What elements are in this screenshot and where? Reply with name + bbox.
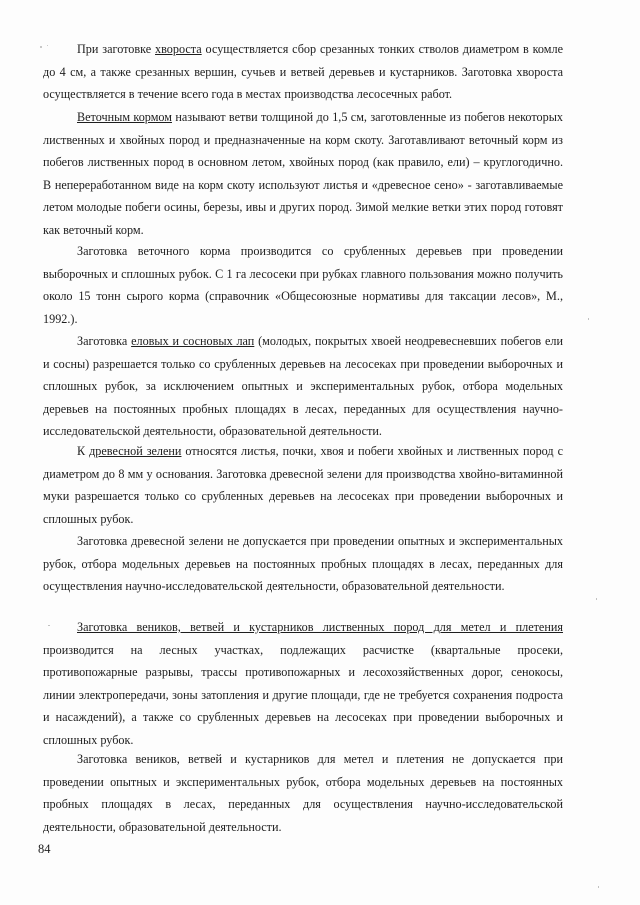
paragraph-text: Заготовка древесной зелени не допускается при проведении опытных и экспериментальных рубок, отбора модельных деревьев на постоянных пробных площадях в лесах, переданных для осуществления научно-исследовательской деятельности, образовательной деятельности. bbox=[43, 534, 563, 594]
paragraph-text: относятся листья, почки, хвоя и побеги хвойных и лиственных пород с диаметром до 8 мм у основания. Заготовка древесной зелени для производства хвойно-витаминной муки разрешается только со срубленных деревьев на лесосеках при проведении выборочных и сплошных рубок. bbox=[43, 444, 563, 526]
paragraph-wood-greenery-ban bbox=[43, 530, 563, 598]
scan-speck bbox=[47, 45, 48, 46]
paragraph-twig-feed-harvest bbox=[43, 240, 563, 330]
paragraph-brooms-ban bbox=[43, 748, 563, 838]
term-brushwood: хвороста bbox=[155, 42, 202, 56]
paragraph-text: осуществляется сбор срезанных тонких стволов диаметром в комле до 4 см, а также срезанных вершин, сучьев и ветвей деревьев и кустарников. Заготовка хвороста осуществляется в течение всего года в местах производства лесосечных работ. bbox=[43, 42, 563, 102]
paragraph-text: К bbox=[77, 444, 90, 458]
scan-speck bbox=[588, 318, 589, 320]
paragraph-text: Заготовка веников, ветвей и кустарников для метел и плетения не допускается при проведении опытных и экспериментальных рубок, отбора модельных деревьев на постоянных пробных площадях в лесах, переданных для осуществления научно-исследовательской деятельности, образовательной деятельности. bbox=[43, 752, 563, 834]
paragraph-text: называют ветви толщиной до 1,5 см, заготовленные из побегов некоторых лиственных и хвойных пород и предназначенные на корм скоту. Заготавливают веточный корм из побегов лиственных пород в основном летом, хвойных пород (как правило, ели) – круглогодично. В непереработанном виде на корм скоту используют листья и «древесное сено» - заготавливаемые летом молодые побеги осины, березы, ивы и других пород. Зимой мелкие ветки этих пород готовят как веточный корм. bbox=[43, 110, 563, 237]
scan-speck bbox=[596, 598, 597, 600]
paragraph-brushwood bbox=[43, 38, 563, 106]
paragraph-text: При заготовке bbox=[77, 42, 156, 56]
paragraph-text: Заготовка веточного корма производится со срубленных деревьев при проведении выборочных и сплошных рубок. С 1 га лесосеки при рубках главного пользования можно получить около 15 тонн сырого корма (справочник «Общесоюзные нормативы для таксации лесов», М., 1992.). bbox=[43, 244, 563, 326]
term-spruce-pine-branches: еловых и сосновых лап bbox=[131, 334, 255, 348]
scan-speck bbox=[598, 886, 599, 888]
page-number: 84 bbox=[38, 842, 51, 856]
paragraph-text: производится на лесных участках, подлежащих расчистке (квартальные просеки, противопожарные разрывы, трассы противопожарных и лесохозяйственных дорог, сенокосы, линии электропередачи, зоны затопления и другие площади, где не требуется сохранения подроста и насаждений), а также со срубленных деревьев на лесосеках при проведении выборочных и сплошных рубок. bbox=[43, 642, 563, 747]
term-brooms: Заготовка веников, ветвей и кустарников лиственных пород для метел и плетения bbox=[77, 620, 563, 634]
paragraph-brooms bbox=[43, 616, 563, 752]
paragraph-text: Заготовка bbox=[77, 334, 132, 348]
paragraph-wood-greenery bbox=[43, 440, 563, 530]
scan-speck bbox=[48, 625, 50, 626]
paragraph-text: (молодых, покрытых хвоей неодревесневших побегов ели и сосны) разрешается только со срубленных деревьев на лесосеках при проведении выборочных и сплошных рубок, за исключением опытных и экспериментальных рубок, отбора модельных деревьев на постоянных пробных площадях в лесах, переданных для осуществления научно-исследовательской деятельности, образовательной деятельности. bbox=[43, 334, 563, 439]
paragraph-twig-feed bbox=[43, 106, 563, 242]
term-twig-feed: Веточным кормом bbox=[77, 110, 172, 124]
scan-speck bbox=[40, 46, 42, 48]
paragraph-spruce-pine-branches bbox=[43, 330, 563, 443]
term-wood-greenery: древесной зелени bbox=[89, 444, 182, 458]
